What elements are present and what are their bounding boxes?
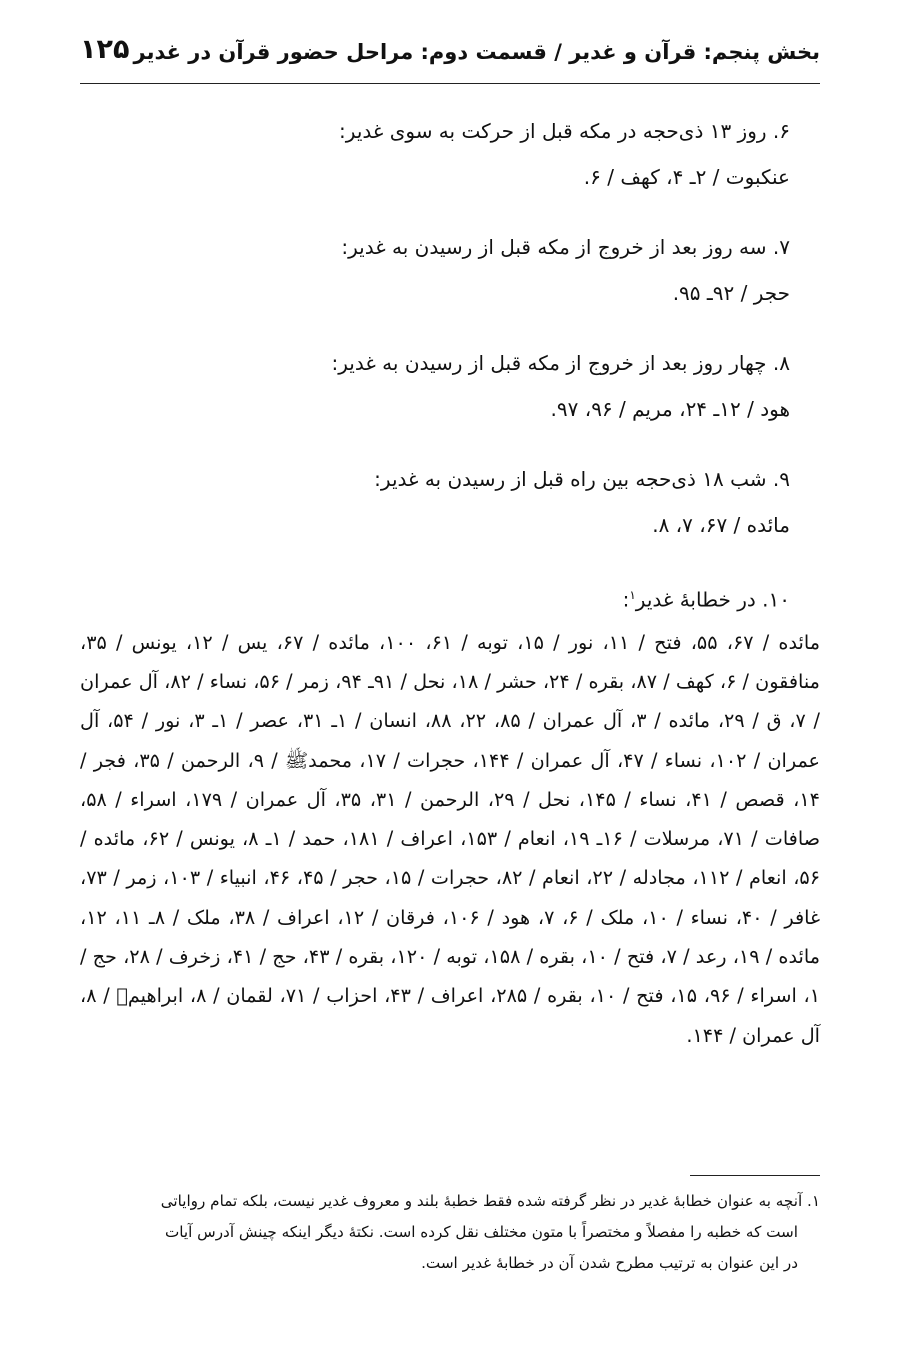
- footnote-line: در این عنوان به ترتیب مطرح شدن آن در خطابهٔ غدیر است.: [421, 1254, 798, 1272]
- footnote: [80, 1186, 820, 1279]
- item-title-text: ۱۰. در خطابهٔ غدیر: [635, 587, 790, 612]
- list-item: [80, 224, 820, 316]
- list-item: [80, 340, 820, 432]
- footnote-line: ۱. آنچه به عنوان خطابهٔ غدیر در نظر گرفته شده فقط خطبهٔ بلند و معروف غدیر نیست، بلکه تمام روایاتی: [160, 1192, 820, 1210]
- sermon-verse-refs: مائده / ۶۷، ۵۵، فتح / ۱۱، نور / ۱۵، توبه / ۶۱، ۱۰۰، مائده / ۶۷، یس / ۱۲، یونس / ۳۵، منافقون / ۶، کهف / ۸۷، بقره / ۲۴، حشر / ۱۸، نحل / ۹۱ـ ۹۴، زمر / ۵۶، نساء / ۸۲، آل عمران / ۷، ق / ۲۹، مائده / ۳، آل عمران / ۸۵، ۲۲، ۸۸، انسان / ۱ـ ۳۱، عصر / ۱ـ ۳، نور / ۵۴، آل عمران / ۱۰۲، نساء / ۴۷، آل عمران / ۱۴۴، حجرات / ۱۷، محمدﷺ / ۹، الرحمن / ۳۵، فجر / ۱۴، قصص / ۴۱، نساء / ۱۴۵، نحل / ۲۹، الرحمن / ۳۱، ۳۵، آل عمران / ۱۷۹، اسراء / ۵۸، صافات / ۷۱، مرسلات / ۱۶ـ ۱۹، انعام / ۱۵۳، اعراف / ۱۸۱، حمد / ۱ـ ۸، یونس / ۶۲، مائده / ۵۶، انعام / ۱۱۲، مجادله / ۲۲، انعام / ۸۲، حجرات / ۱۵، حجر / ۴۵، ۴۶، انبیاء / ۱۰۳، زمر / ۷۳، غافر / ۴۰، نساء / ۱۰، ملک / ۶، ۷، هود / ۱۰۶، فرقان / ۱۲، اعراف / ۳۸، ملک / ۸ـ ۱۱، ۱۲، مائده / ۱۹، رعد / ۷، فتح / ۱۰، بقره / ۱۵۸، توبه / ۱۲۰، بقره / ۴۳، حج / ۴۱، زخرف / ۲۸، حج / ۱، اسراء / ۹۶، ۱۵، فتح / ۱۰، بقره / ۲۸۵، اعراف / ۴۳، احزاب / ۷۱، لقمان / ۸، ابراهیمؑ / ۸، آل عمران / ۱۴۴.: [80, 630, 821, 1047]
- item-verse-refs: عنکبوت / ۲ـ ۴، کهف / ۶.: [583, 165, 790, 189]
- list-item: [80, 572, 820, 623]
- running-header: [80, 30, 820, 80]
- footnote-line: است که خطبه را مفصلاً و مختصراً با متون مختلف نقل کرده است. نکتهٔ دیگر اینکه چینش آدرس آیات: [164, 1223, 798, 1241]
- item-title-colon: :: [622, 587, 630, 612]
- item-verse-refs: حجر / ۹۲ـ ۹۵.: [672, 281, 790, 305]
- item-verse-refs: هود / ۱۲ـ ۲۴، مریم / ۹۶، ۹۷.: [550, 397, 790, 421]
- list-item: [80, 108, 820, 200]
- running-header-title: بخش پنجم: قرآن و غدیر / قسمت دوم: مراحل حضور قرآن در غدیر: [133, 40, 820, 64]
- item-title: ۸. چهار روز بعد از خروج از مکه قبل از رسیدن به غدیر:: [331, 351, 790, 375]
- main-text: [80, 108, 820, 1055]
- item-title: ۷. سه روز بعد از خروج از مکه قبل از رسیدن به غدیر:: [341, 235, 790, 259]
- footnote-divider: [690, 1175, 820, 1176]
- footnote-reference[interactable]: ۱: [629, 588, 636, 602]
- item-verse-refs: مائده / ۶۷، ۷، ۸.: [652, 513, 790, 537]
- page-number: ۱۲۵: [80, 34, 130, 65]
- list-item: [80, 456, 820, 548]
- item-title: [80, 572, 790, 623]
- item-title: ۶. روز ۱۳ ذی‌حجه در مکه قبل از حرکت به سوی غدیر:: [339, 119, 790, 143]
- header-divider: [80, 83, 820, 84]
- item-title: ۹. شب ۱۸ ذی‌حجه بین راه قبل از رسیدن به غدیر:: [374, 467, 790, 491]
